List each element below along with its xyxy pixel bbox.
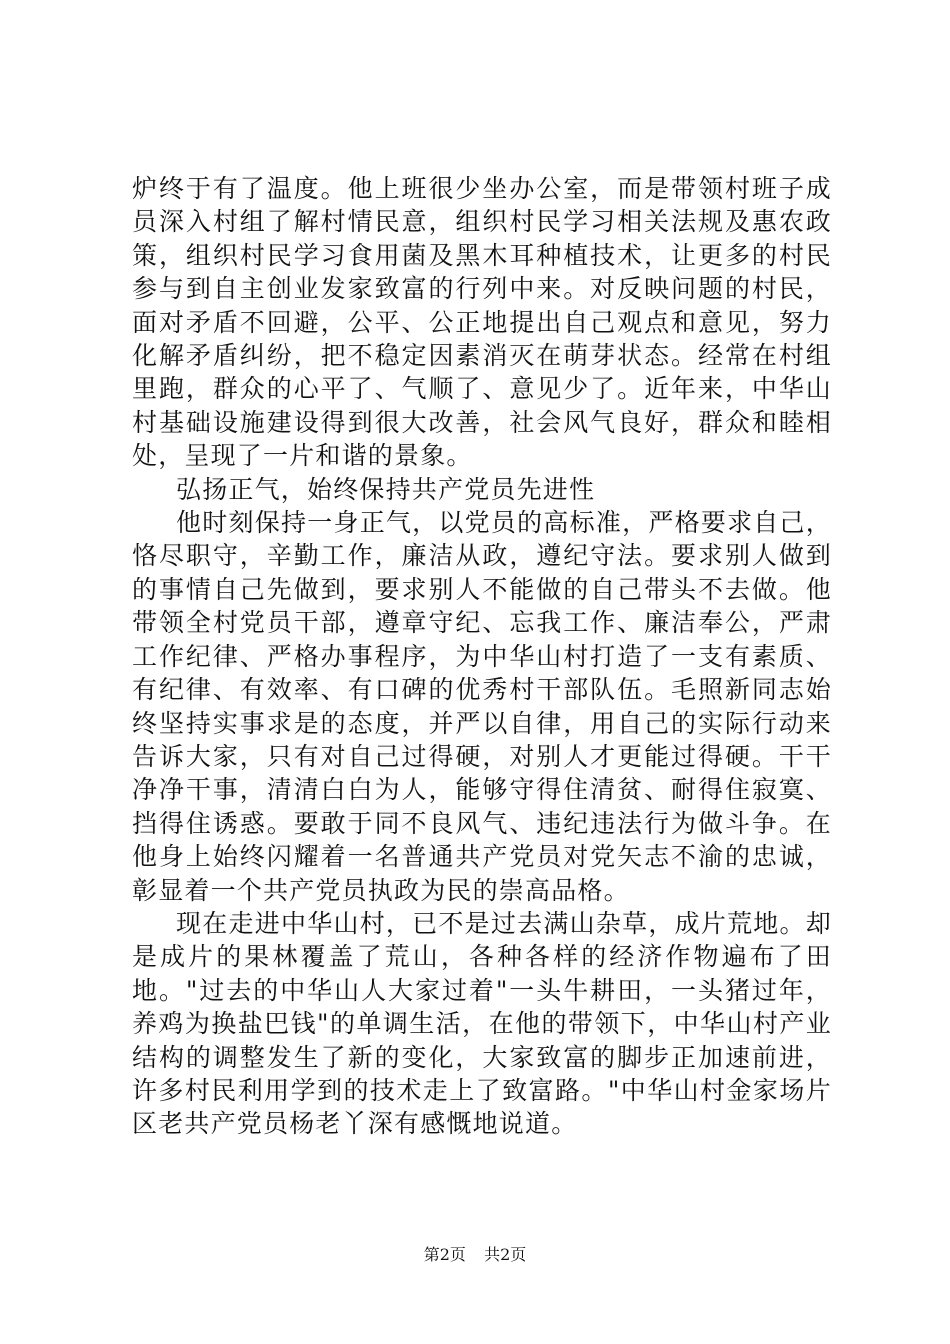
- page-footer: [0, 1245, 950, 1265]
- page-total: 共2页: [484, 1245, 527, 1264]
- document-body: [132, 172, 832, 1141]
- paragraph: 现在走进中华山村，已不是过去满山杂草，成片荒地。却是成片的果林覆盖了荒山，各种各样的经济作物遍布了田地。"过去的中华山人大家过着"一头牛耕田，一头猪过年，养鸡为换盐巴钱"的单调生活，在他的带领下，中华山村产业结构的调整发生了新的变化，大家致富的脚步正加速前进，许多村民利用学到的技术走上了致富路。"中华山村金家场片区老共产党员杨老丫深有感慨地说道。: [132, 908, 832, 1139]
- paragraph-continuation: 炉终于有了温度。他上班很少坐办公室，而是带领村班子成员深入村组了解村情民意，组织村民学习相关法规及惠农政策，组织村民学习食用菌及黑木耳种植技术，让更多的村民参与到自主创业发家致富的行列中来。对反映问题的村民，面对矛盾不回避，公平、公正地提出自己观点和意见，努力化解矛盾纠纷，把不稳定因素消灭在萌芽状态。经常在村组里跑，群众的心平了、气顺了、意见少了。近年来，中华山村基础设施建设得到很大改善，社会风气良好，群众和睦相处，呈现了一片和谐的景象。: [132, 174, 832, 471]
- page-number: 第2页: [423, 1245, 466, 1264]
- section-heading: 弘扬正气，始终保持共产党员先进性: [176, 474, 596, 504]
- paragraph: 他时刻保持一身正气，以党员的高标准，严格要求自己，恪尽职守，辛勤工作，廉洁从政，遵纪守法。要求别人做到的事情自己先做到，要求别人不能做的自己带头不去做。他带领全村党员干部，遵章守纪、忘我工作、廉洁奉公，严肃工作纪律、严格办事程序，为中华山村打造了一支有素质、有纪律、有效率、有口碑的优秀村干部队伍。毛照新同志始终坚持实事求是的态度，并严以自律，用自己的实际行动来告诉大家，只有对自己过得硬，对别人才更能过得硬。干干净净干事，清清白白为人，能够守得住清贫、耐得住寂寞、挡得住诱惑。要敢于同不良风气、违纪违法行为做斗争。在他身上始终闪耀着一名普通共产党员对党矢志不渝的忠诚，彰显着一个共产党员执政为民的崇高品格。: [132, 508, 832, 905]
